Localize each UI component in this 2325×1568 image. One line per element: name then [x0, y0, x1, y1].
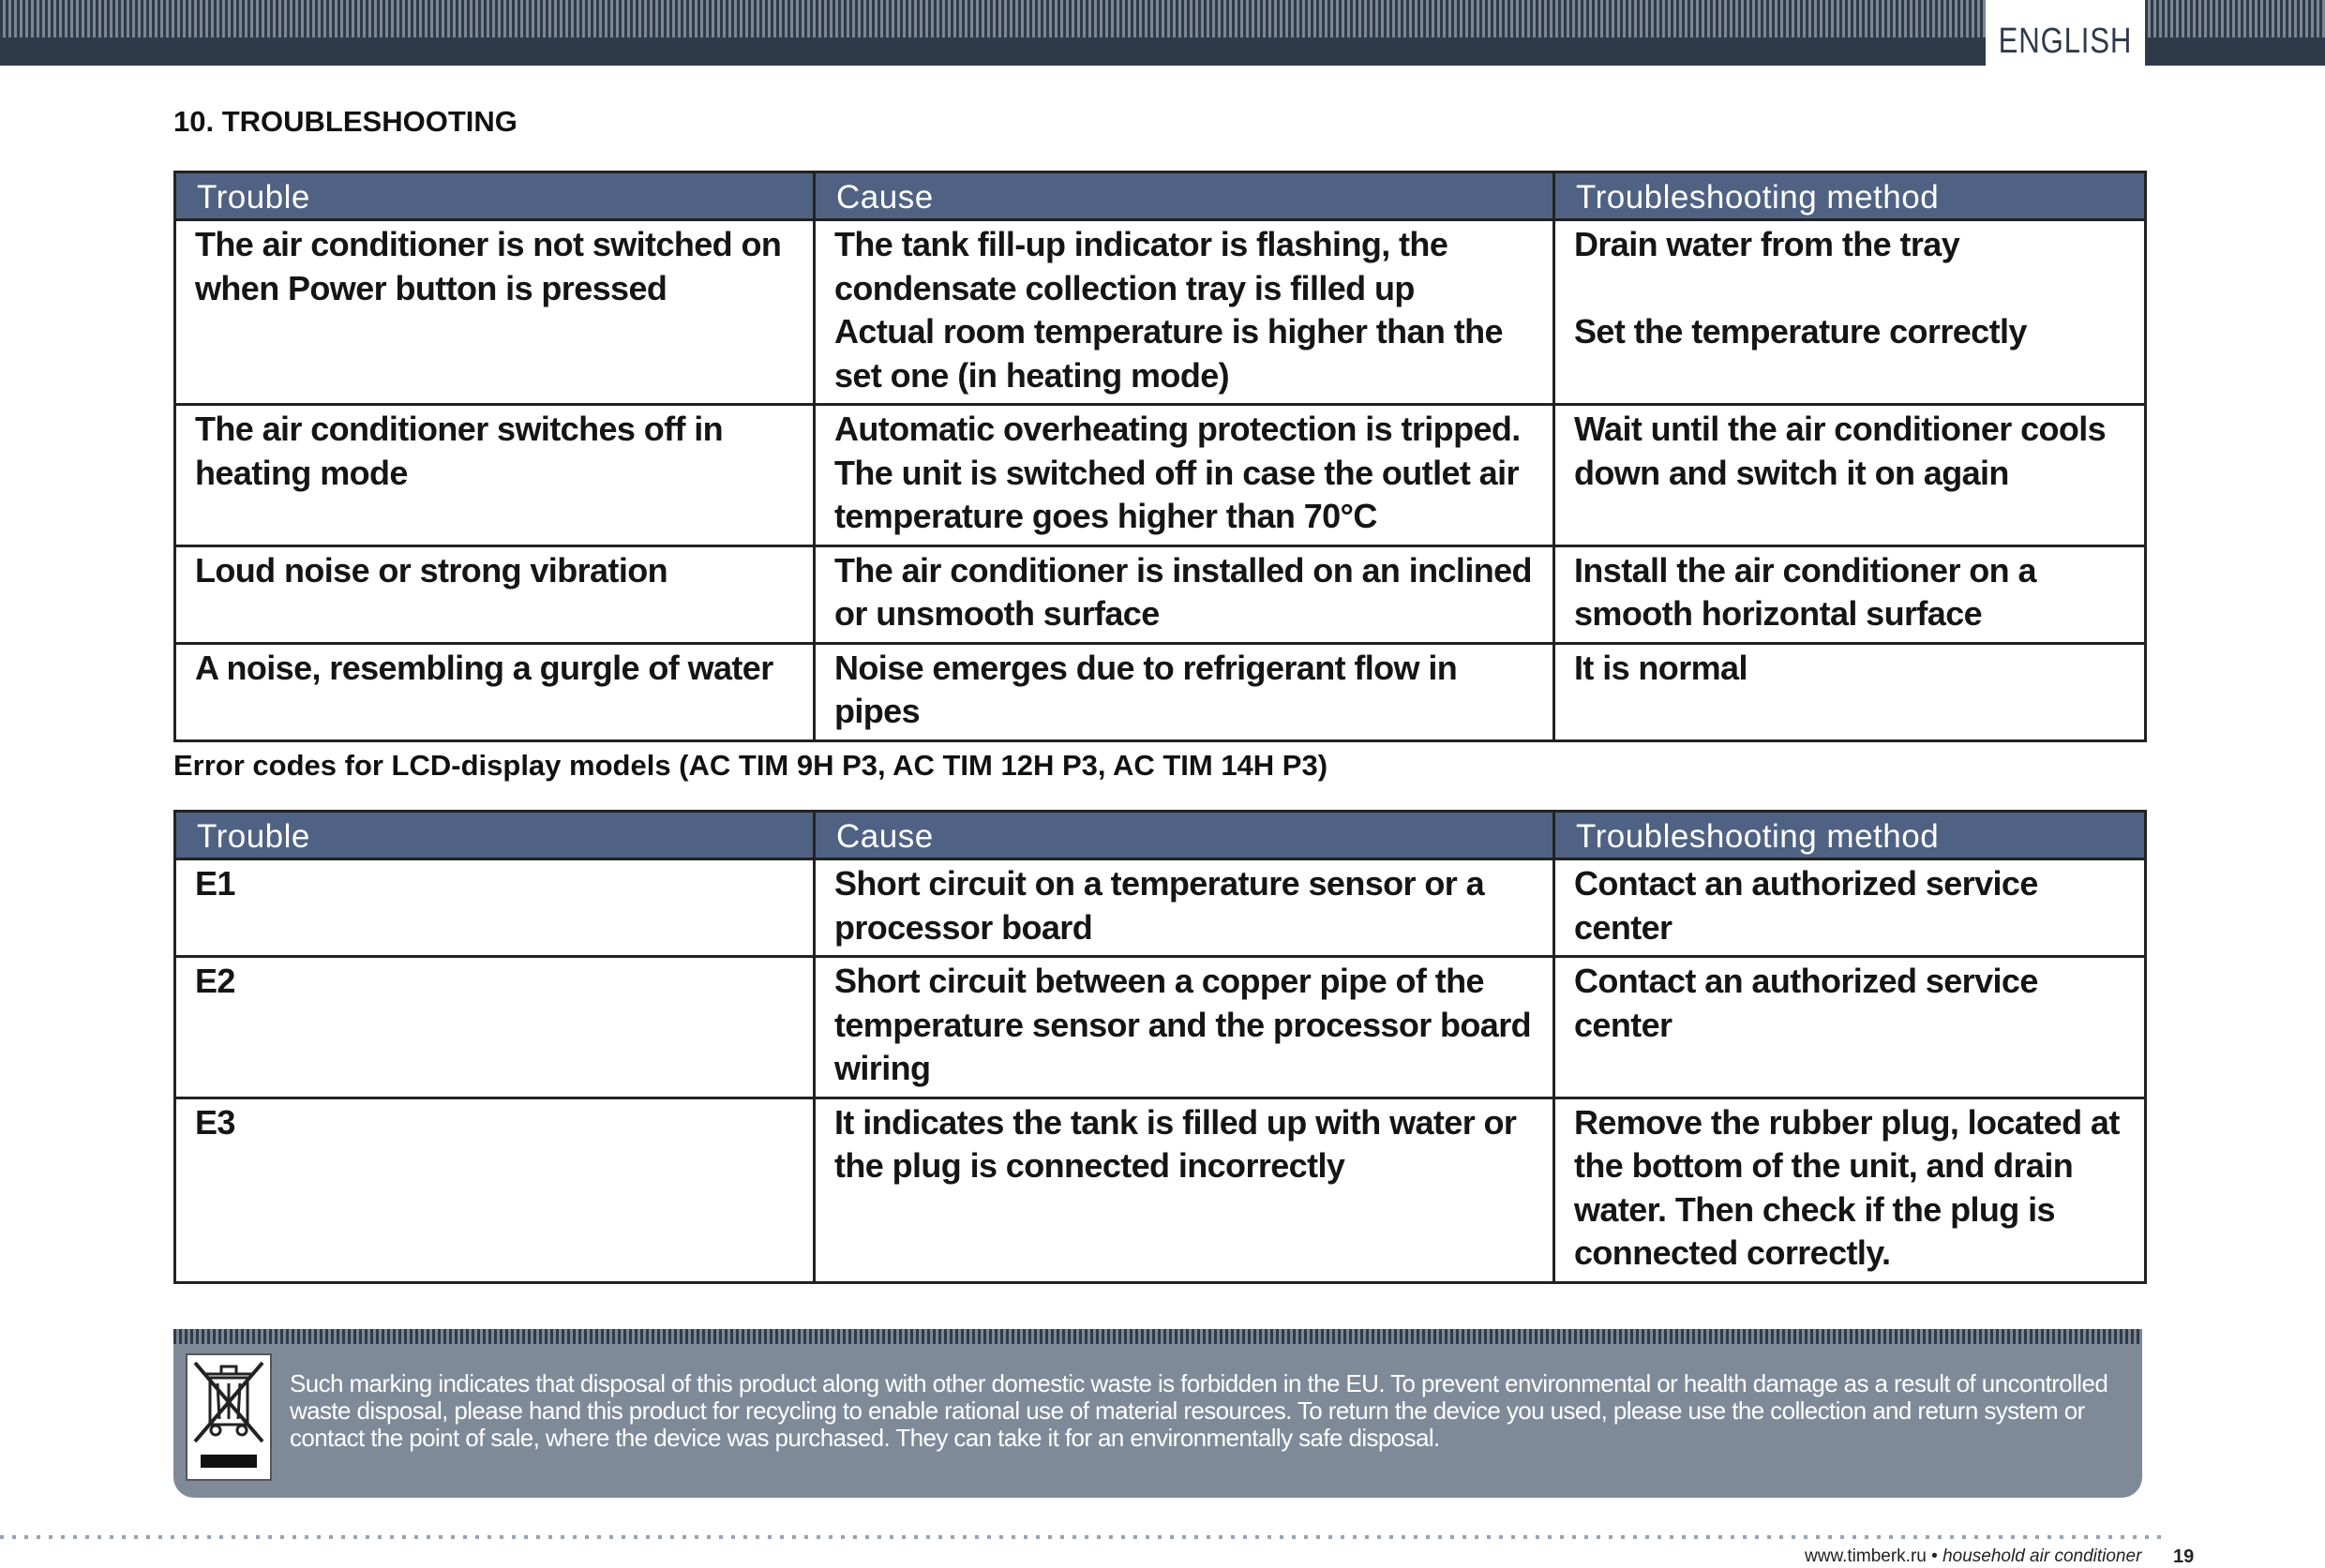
trouble-cell: Loud noise or strong vibration: [175, 545, 815, 643]
col-header-cause: Cause: [815, 172, 1554, 220]
error-code-cell: E2: [175, 957, 815, 1098]
trouble-cell: The air conditioner switches off in heating mode: [175, 405, 815, 546]
error-code-cell: E3: [175, 1098, 815, 1282]
header-stripe-left: [0, 0, 1986, 37]
method-cell: Wait until the air conditioner cools down and switch it on again: [1554, 405, 2146, 546]
method-cell: Contact an authorized service center: [1554, 957, 2146, 1098]
error-code-cell: E1: [175, 859, 815, 957]
col-header-trouble: Trouble: [175, 812, 815, 859]
table-header-row: [175, 812, 2146, 859]
disposal-notice: [173, 1344, 2142, 1498]
table-header-row: [175, 172, 2146, 220]
col-header-method: Troubleshooting method: [1554, 812, 2146, 859]
method-cell: It is normal: [1554, 643, 2146, 740]
method-cell: Contact an authorized service center: [1554, 859, 2146, 957]
error-codes-title: Error codes for LCD-display models (AC TIM 9H P3, AC TIM 12H P3, AC TIM 14H P3): [173, 749, 1328, 782]
cause-cell: Short circuit between a copper pipe of the temperature sensor and the processor board wiring: [815, 957, 1554, 1098]
table-row: [175, 220, 2146, 405]
method-cell: Remove the rubber plug, located at the bottom of the unit, and drain water. Then check if the plug is connected correctly.: [1554, 1098, 2146, 1282]
col-header-trouble: Trouble: [175, 172, 815, 220]
table-row: [175, 1098, 2146, 1282]
cause-cell: Noise emerges due to refrigerant flow in pipes: [815, 643, 1554, 740]
method-text: Drain water from the tray: [1574, 225, 1960, 263]
footer-tagline: household air conditioner: [1942, 1546, 2142, 1566]
footer-dotted-line: [0, 1535, 2166, 1539]
table-row: [175, 859, 2146, 957]
bin-icon-graphic: [188, 1355, 270, 1479]
cause-text: The tank fill-up indicator is flashing, the condensate collection tray is filled up: [834, 225, 1448, 307]
disposal-notice-text: Such marking indicates that disposal of this product along with other domestic waste is forbidden in the EU. To prevent environmental or health damage as a result of uncontrolled waste disposal, please hand this product for recycling to enable rational use of material resources. To return the device you used, please use the collection and return system or contact the point of sale, where the device was purchased. They can take it for an environmentally safe disposal.: [290, 1369, 2108, 1452]
col-header-method: Troubleshooting method: [1554, 172, 2146, 220]
footer-separator: •: [1931, 1546, 1938, 1566]
cause-cell: It indicates the tank is filled up with water or the plug is connected incorrectly: [815, 1098, 1554, 1282]
cause-cell: Short circuit on a temperature sensor or a processor board: [815, 859, 1554, 957]
troubleshooting-table: [173, 171, 2147, 742]
method-text: Set the temperature correctly: [1574, 311, 2027, 351]
table-row: [175, 545, 2146, 643]
cause-cell: The air conditioner is installed on an inclined or unsmooth surface: [815, 545, 1554, 643]
cause-text: Actual room temperature is higher than the set one (in heating mode): [834, 312, 1503, 395]
footer-site: [1805, 1546, 2141, 1567]
cause-cell: Automatic overheating protection is tripped. The unit is switched off in case the outlet air temperature goes higher than 70°C: [815, 405, 1554, 546]
cause-cell: [815, 220, 1554, 405]
table-row: [175, 957, 2146, 1098]
trouble-cell: A noise, resembling a gurgle of water: [175, 643, 815, 740]
site-url: www.timberk.ru: [1805, 1546, 1927, 1566]
trouble-cell: The air conditioner is not switched on when Power button is pressed: [175, 220, 815, 405]
col-header-cause: Cause: [815, 812, 1554, 859]
notice-stripe: [173, 1329, 2142, 1344]
language-tab: [1986, 0, 2145, 66]
method-cell: Install the air conditioner on a smooth horizontal surface: [1554, 545, 2146, 643]
crossed-out-wheelie-bin-icon: [186, 1353, 272, 1481]
header-bar: [0, 37, 2325, 66]
language-label: ENGLISH: [1998, 22, 2133, 61]
table-row: [175, 405, 2146, 546]
page-number: 19: [2173, 1546, 2195, 1567]
spacer: [1574, 267, 2127, 310]
section-title: 10. TROUBLESHOOTING: [173, 105, 518, 138]
method-cell: [1554, 220, 2146, 405]
error-codes-table: [173, 810, 2147, 1284]
table-row: [175, 643, 2146, 740]
header-stripe-right: [2145, 0, 2325, 37]
